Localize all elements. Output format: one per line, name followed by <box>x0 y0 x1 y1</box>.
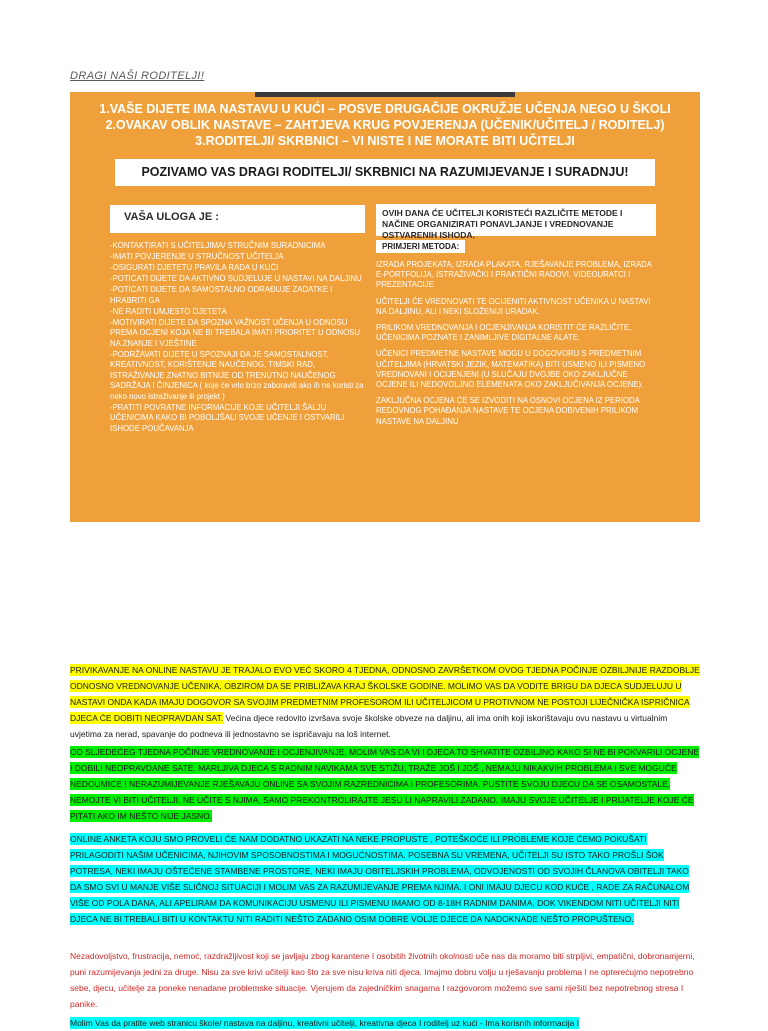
highlight-green: OD SLJEDEĆEG TJEDNA POČINJE VREDNOVANJE I OCJENJIVANJE, MOLIM VAS DA VI I DJECA TO SHVATITE OZBILJNO KAKO SI NE BI POKVARILI OCJENE I DOBILI NEOPRAVDANE SATE. MARLJIVA DJECA S RADNIM NAVIKAMA SVE STIŽU, TRAŽE JOŠ I JOŠ , NEMAJU NIKAKVIH PROBLEMA I SVE MOGUĆE NEDOUMICE I NERAZUMIJEVANJE RJEŠAVAJU ONLINE SA SVOJIM RAZREDNICIMA I PROFESORIMA. PUSTITE SVOJU DJECU DA SE OSAMOSTALE, NEMOJTE VI BITI UČITELJI, NE UČITE S NJIMA, SAMO PREKONTROLIRAJTE JESU LI NAPRAVILI ZADANO. IMAJU SVOJE UČITELJE I PRIJATELJE KOJE ĆE PITATI AKO IM NEŠTO NIJE JASNO. <box>70 747 700 821</box>
paragraph-green <box>70 744 700 824</box>
examples-label: PRIMJERI METODA: <box>376 240 465 253</box>
method-item: PRILIKOM VREDNOVANJA I OCJENJIVANJA KORISTIT ĆE RAZLIČITE, UČENICIMA POZNATE I ZANIMLJIVE DIGITALNE ALATE. <box>376 323 632 343</box>
poster-invite-banner: POZIVAMO VAS DRAGI RODITELJI/ SKRBNICI NA RAZUMIJEVANJE I SURADNJU! <box>115 159 655 186</box>
role-item: -KONTAKTIRATI S UČITELJIMA/ STRUČNIM SURADNICIMA <box>110 241 326 250</box>
page-heading: DRAGI NAŠI RODITELJI! <box>70 70 205 82</box>
role-item: -IMATI POVJERENJE U STRUČNOST UČITELJA <box>110 252 284 261</box>
poster-top-bar <box>255 92 515 97</box>
role-item: -NE RADITI UMJESTO DJETETA <box>110 306 227 316</box>
roles-list <box>110 241 365 434</box>
roles-title: VAŠA ULOGA JE : <box>110 205 365 233</box>
role-item: -OSIGURATI DJETETU PRAVILA RADA U KUĆI <box>110 263 279 272</box>
method-item: UČITELJI ĆE VREDNOVATI TE OCIJENITI AKTIVNOST UČENIKA U NASTAVI NA DALJINU, ALI I NEKI SLOŽENIJI URADAK. <box>376 296 651 316</box>
info-poster <box>70 92 700 522</box>
highlight-yellow: PRIVIKAVANJE NA ONLINE NASTAVU JE TRAJALO EVO VEĆ SKORO 4 TJEDNA, ODNOSNO ZAVRŠETKOM OVOG TJEDNA POČINJE OZBILJNIJE RAZDOBLJE ODNOSNO VREDNOVANJE UČENIKA, OBZIROM DA SE PRIBLIŽAVA KRAJ ŠKOLSKE GODINE. MOLIMO VAS DA VODITE BRIGU DA DJECA SUDJELUJU U NASTAVI ONDA KADA IMAJU DOGOVOR SA SVOJIM PREDMETNIM PROFESOROM ILI UČITELJICOM U PROTIVNOM NE POSTOJI LIJEČNIČKA ISPRIČNICA DJECA ĆE DOBITI NEOPRAVDAN SAT. <box>70 665 700 723</box>
paragraph-yellow <box>70 662 700 742</box>
headline-line-3: 3.RODITELJI/ SKRBNICI – VI NISTE I NE MORATE BITI UČITELJI <box>195 134 575 148</box>
highlight-cyan: Molim Vas da pratite web stranicu škole/ nastava na daljinu, kreativni učitelji, kreativna djeca I roditelj uz kući - Ima korisnih informacija I <box>70 1018 580 1028</box>
role-item: -PODRŽAVATI DIJETE U SPOZNAJI DA JE SAMOSTALNOST, KREATIVNOST, KORIŠTENJE NAUČENOG, TIMSKI RAD, ISTRAŽIVANJE ZNATNO BITNIJE OD TRENUTNO NAUČENOG SADRŽAJA I ČINJENICA ( koje će vrlo brzo zaboraviti ako ih ne koristi za neko novo istraživanje ili projekt ) <box>110 349 364 401</box>
method-item: ZAKLJUČNA OCJENA ĆE SE IZVODITI NA OSNOVI OCJENA IZ PERIODA REDOVNOG POHAĐANJA NASTAVE TE OCJENA DOBIVENIH PRILIKOM NASTAVE NA DALJINU <box>376 396 640 426</box>
poster-headline <box>70 101 700 149</box>
roles-column <box>110 205 365 435</box>
method-item: UČENICI PREDMETNE NASTAVE MOGU U DOGOVORU S PREDMETNIM UČITELJIMA (HRVATSKI JEZIK, MATEMATIKA) BITI USMENO ILI PISMENO VREDNOVANI I OCIJENJENI (U SLUČAJU DVOJBE OKO ZAKLJUČNE OCJENE ILI NEDOVOLJNO ELEMENATA OKO ZAKLJUČIVANJA OCJENE). <box>376 349 646 390</box>
headline-line-1: 1.VAŠE DIJETE IMA NASTAVU U KUĆI – POSVE DRUGAČIJE OKRUŽJE UČENJA NEGO U ŠKOLI <box>99 102 671 116</box>
teachers-title: OVIH DANA ĆE UČITELJI KORISTEĆI RAZLIČITE METODE I NAČINE ORGANIZIRATI PONAVLJANJE I VREDNOVANJE OSTVARENIH ISHODA. <box>376 204 656 236</box>
headline-line-2: 2.OVAKAV OBLIK NASTAVE – ZAHTJEVA KRUG POVJERENJA (UČENIK/UČITELJ / RODITELJ) <box>105 118 665 132</box>
role-item: -MOTIVIRATI DIJETE DA SPOZNA VAŽNOST UČENJA U ODNOSU PREMA OCJENI KOJA NE BI TREBALA IMATI PRIORITET U ODNOSU NA ZNANJE I VJEŠTINE <box>110 317 360 348</box>
teachers-column <box>376 204 656 433</box>
role-item: -PRATITI POVRATNE INFORMACIJE KOJE UČITELJI ŠALJU UČENICIMA KAKO BI POBOLJŠALI SVOJE UČENJE I OSTVARILI ISHODE POUČAVANJA <box>110 402 345 433</box>
methods-list <box>376 260 656 427</box>
paragraph-plain-text: Većina djece redovito izvršava svoje školske obveze na daljinu, ali ima onih koji iskorištavaju ovu nastavu u virtualnim uvjetima za nerad, spavanje do podneva ili jednostavno se ispričavaju na loš internet. <box>70 713 668 739</box>
paragraph-cyan-bottom <box>70 1015 700 1031</box>
role-item: -POTICATI DIJETE DA SAMOSTALNO ODRAĐUJE ZADATKE I HRABRITI GA <box>110 285 333 305</box>
paragraph-red: Nezadovoljstvo, frustracija, nemoć, razdražljivost koji se javljaju zbog karantene I osobitih životnih okolnosti uče nas da moramo biti strpljivi, empatični, dobronamjerni, puni razumijevanja jedni za druge. Nisu za sve krivi učitelji kao što za sve nisu kriva niti djeca. Imajmo dobru volju u rješavanju problema I ne opterećujmo nepotrebno sebe, djecu, učitelje za poneke nenadane problemske situacije. Vjerujem da zajedničkim snagama I razgovorom možemo sve sami riješiti bez nepotrebnog stresa I panike. <box>70 951 695 1009</box>
method-item: IZRADA PROJEKATA, IZRADA PLAKATA, RJEŠAVANJE PROBLEMA, IZRADA E-PORTFOLIJA, ISTRAŽIVAČKI I PRAKTIČNI RADOVI, VIDEOURATCI I PREZENTACIJE <box>376 260 652 290</box>
role-item: -POTICATI DIJETE DA AKTIVNO SUDJELUJE U NASTAVI NA DALJINU <box>110 274 362 283</box>
paragraph-cyan <box>70 831 700 927</box>
highlight-cyan: ONLINE ANKETA KOJU SMO PROVELI ĆE NAM DODATNO UKAZATI NA NEKE PROPUSTE , POTEŠKOĆE ILI PROBLEME KOJE ĆEMO POKUŠATI PRILAGODITI NAŠIM UČENICIMA, NJIHOVIM SPOSOBNOSTIMA I MOGUĆNOSTIMA. POSEBNA SU VREMENA, UČITELJI SU ISTO TAKO PROŠLI ŠOK POTRESA, NEKI IMAJU OŠTEĆENE STAMBENE PROSTORE, NEKI IMAJU OBITELJSKIH PROBLEMA, ODVOJENOSTI OD SVOJIH ČLANOVA OBITELJI TAKO DA SMO SVI U MANJE VIŠE SLIČNOJ SITUACIJI I MOLIM VAS ZA RAZUMIJEVANJE PREMA NJIMA. I ONI IMAJU DJECU KOD KUĆE , RADE ZA RAČUNALOM VIŠE OD POLA DANA, ALI APELIRAM DA KOMUNIKACIJU USMENU ILI PISMENU IMAMO OD 8-18H RADNIM DANIMA, DOK VIKENDOM NITI UČITELJI NITI DJECA NE BI TREBALI BITI U KONTAKTU NITI RADITI NEŠTO ZADANO OSIM DOBRE VOLJE DJECE DA NADOKNADE NEŠTO PROPUŠTENO. <box>70 834 690 924</box>
